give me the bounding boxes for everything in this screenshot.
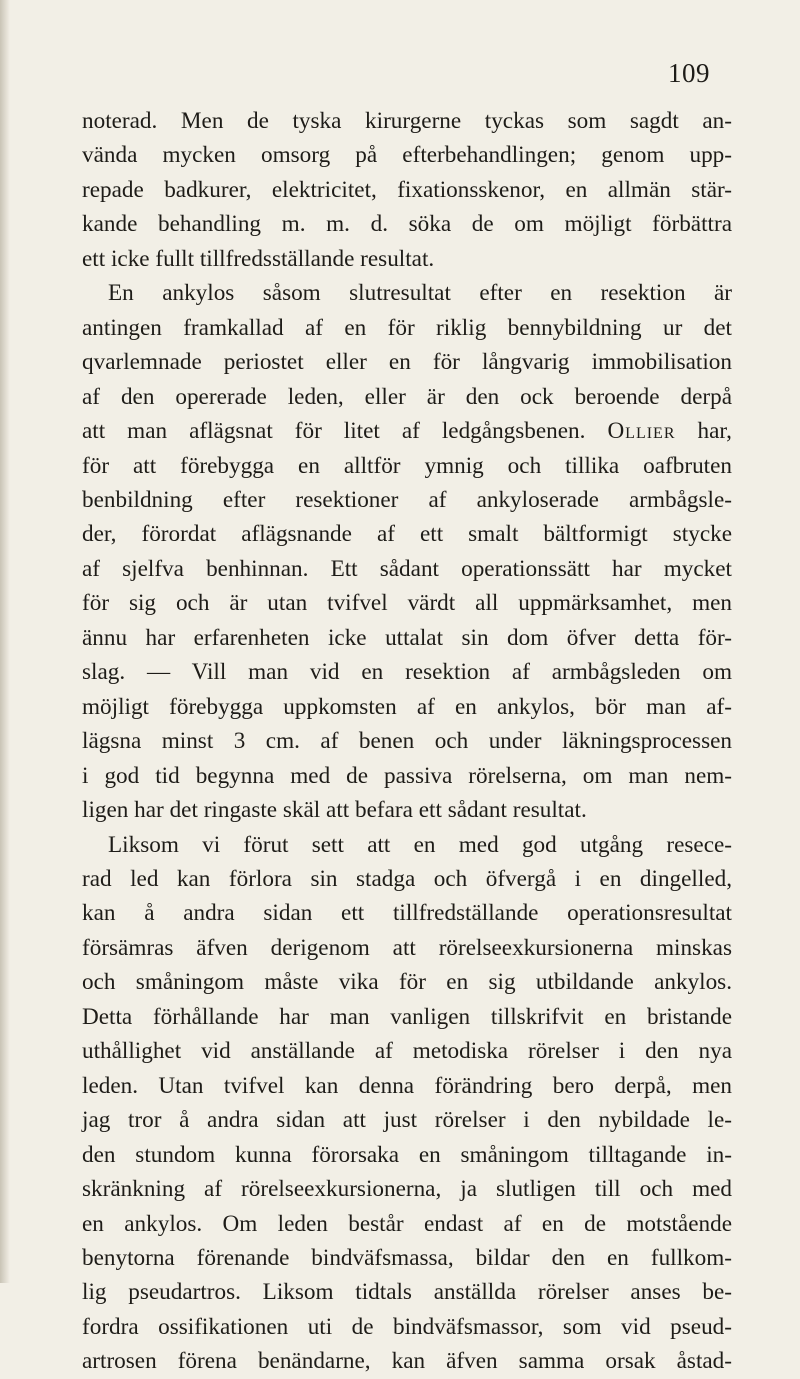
text-line: af sjelfva benhinnan. Ett sådant operationssätt har mycket bbox=[82, 555, 732, 582]
text-line: ett icke fullt tillfredsställande resultat. bbox=[82, 245, 435, 272]
text-line: qvarlemnade periostet eller en för långvarig immobilisation bbox=[82, 349, 732, 376]
text-line: möjligt förebygga uppkomsten af en ankylos, bör man af- bbox=[82, 693, 732, 720]
text-line: benbildning efter resektioner af ankyloserade armbågsle- bbox=[82, 486, 732, 513]
text-line: der, förordat aflägsnande af ett smalt bältformigt stycke bbox=[82, 521, 732, 548]
text-fragment: har, bbox=[675, 418, 732, 445]
text-line: af den opererade leden, eller är den ock beroende derpå bbox=[82, 383, 732, 410]
text-line: rad led kan förlora sin stadga och öfvergå i en dingelled, bbox=[82, 865, 732, 892]
text-line: i god tid begynna med de passiva rörelserna, om man nem- bbox=[82, 762, 732, 789]
text-line: noterad. Men de tyska kirurgerne tyckas som sagdt an- bbox=[82, 108, 732, 134]
text-fragment: att man aflägsnat för litet af ledgångsbenen. bbox=[82, 418, 608, 445]
author-name-ollier: Ollier bbox=[607, 418, 676, 445]
text-line: slag. — Vill man vid en resektion af armbågsleden om bbox=[82, 659, 732, 686]
text-line: kan å andra sidan ett tillfredställande operationsresultat bbox=[82, 900, 732, 927]
paragraph-start-line: En ankylos såsom slutresultat efter en resektion är bbox=[108, 280, 732, 307]
text-line: lig pseudartros. Liksom tidtals anställda rörelser anses be- bbox=[82, 1279, 732, 1306]
text-line: fordra ossifikationen uti de bindväfsmassor, som vid pseud- bbox=[82, 1313, 732, 1340]
text-line: försämras äfven derigenom att rörelseexkursionerna minskas bbox=[82, 934, 732, 961]
text-line: för sig och är utan tvifvel värdt all uppmärksamhet, men bbox=[82, 590, 732, 617]
text-line: artrosen förena benändarne, kan äfven samma orsak åstad- bbox=[82, 1348, 732, 1375]
text-line: benytorna förenande bindväfsmassa, bildar den en fullkom- bbox=[82, 1244, 732, 1271]
text-line: en ankylos. Om leden består endast af en de motstående bbox=[82, 1210, 732, 1237]
page-edge-shadow bbox=[0, 0, 10, 1283]
text-line: och småningom måste vika för en sig utbildande ankylos. bbox=[82, 969, 732, 996]
text-line: jag tror å andra sidan att just rörelser i den nybildade le- bbox=[82, 1107, 732, 1134]
text-line-with-author bbox=[82, 414, 732, 448]
text-line: ligen har det ringaste skäl att befara ett sådant resultat. bbox=[82, 797, 587, 824]
text-line: lägsna minst 3 cm. af benen och under läkningsprocessen bbox=[82, 728, 732, 755]
text-line: repade badkurer, elektricitet, fixationsskenor, en allmän stär- bbox=[82, 176, 732, 203]
body-text bbox=[82, 104, 732, 1379]
text-line: den stundom kunna förorsaka en småningom tilltagande in- bbox=[82, 1141, 732, 1168]
text-line: Detta förhållande har man vanligen tillskrifvit en bristande bbox=[82, 1003, 732, 1030]
page-number: 109 bbox=[668, 58, 710, 88]
text-line: antingen framkallad af en för riklig bennybildning ur det bbox=[82, 314, 732, 341]
text-line: uthållighet vid anställande af metodiska rörelser i den nya bbox=[82, 1038, 732, 1065]
text-line: leden. Utan tvifvel kan denna förändring bero derpå, men bbox=[82, 1072, 732, 1099]
text-line: kande behandling m. m. d. söka de om möjligt förbättra bbox=[82, 211, 732, 238]
text-line: skränkning af rörelseexkursionerna, ja slutligen till och med bbox=[82, 1176, 732, 1203]
paragraph-start-line: Liksom vi förut sett att en med god utgång resece- bbox=[108, 831, 732, 858]
text-line: ännu har erfarenheten icke uttalat sin dom öfver detta för- bbox=[82, 624, 732, 651]
text-line: för att förebygga en alltför ymnig och tillika oafbruten bbox=[82, 452, 732, 479]
text-line: vända mycken omsorg på efterbehandlingen; genom upp- bbox=[82, 142, 732, 169]
